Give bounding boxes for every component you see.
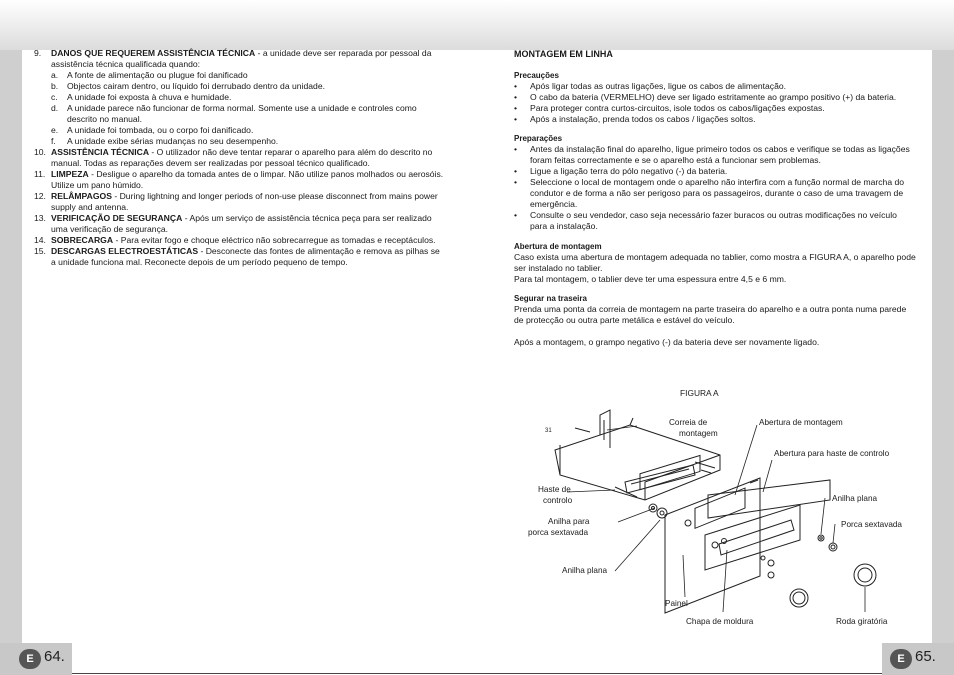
language-badge-left: E bbox=[19, 649, 41, 669]
item-body bbox=[51, 169, 444, 191]
language-badge-right: E bbox=[890, 649, 912, 669]
bullet-text: Consulte o seu vendedor, caso seja necessário fazer buracos ou outras modificações no veículo para a instalação. bbox=[530, 210, 897, 231]
bullet-text: Ligue a ligação terra do pólo negativo (-) da bateria. bbox=[530, 166, 728, 176]
list-item bbox=[34, 235, 444, 246]
label-correia-2: montagem bbox=[679, 429, 718, 438]
section-heading: MONTAGEM EM LINHA bbox=[514, 49, 613, 59]
label-anilha-porca: Anilha para bbox=[548, 517, 590, 526]
bullet-item bbox=[514, 103, 916, 114]
sub-item bbox=[51, 92, 444, 103]
rear-text: Prenda uma ponta da correia de montagem na parte traseira do aparelho e a outra ponta numa parede de protecção ou outra parte metálica e estável do veículo. bbox=[514, 304, 907, 325]
bullet-text: Após ligar todas as outras ligações, ligue os cabos de alimentação. bbox=[530, 81, 787, 91]
label-abertura-haste: Abertura para haste de controlo bbox=[774, 449, 890, 458]
page-number-left: 64. bbox=[44, 648, 65, 665]
installation-section bbox=[514, 49, 916, 348]
opening-text-2: Para tal montagem, o tablier deve ter uma espessura entre 4,5 e 6 mm. bbox=[514, 274, 787, 284]
bullet-text: O cabo da bateria (VERMELHO) deve ser ligado estritamente ao grampo positivo (+) da bateria. bbox=[530, 92, 897, 102]
bullet-text: Após a instalação, prenda todos os cabos / ligações soltos. bbox=[530, 114, 756, 124]
sub-item bbox=[51, 125, 444, 136]
item-text: - Após um serviço de assistência técnica peça para ser realizado uma verificação de segurança. bbox=[51, 213, 432, 234]
label-haste-2: controlo bbox=[543, 496, 573, 505]
item-text: - Para evitar fogo e choque eléctrico não sobrecarregue as tomadas e receptáculos. bbox=[113, 235, 436, 245]
footer-right bbox=[882, 643, 954, 675]
label-painel: Painel bbox=[665, 599, 688, 608]
list-item bbox=[34, 48, 444, 147]
bullet-icon: • bbox=[514, 103, 518, 113]
bullet-icon: • bbox=[514, 177, 518, 187]
list-item bbox=[34, 191, 444, 213]
item-number: 10. bbox=[34, 147, 46, 157]
sub-item-letter: c. bbox=[51, 92, 58, 102]
bullet-icon: • bbox=[514, 144, 518, 154]
item-title: RELÂMPAGOS bbox=[51, 191, 112, 201]
item-body bbox=[51, 147, 444, 169]
label-anilha-plana-left: Anilha plana bbox=[562, 566, 608, 575]
preparations-list bbox=[514, 144, 916, 232]
sub-item-letter: f. bbox=[51, 136, 56, 146]
bullet-item bbox=[514, 92, 916, 103]
safety-list bbox=[34, 48, 444, 268]
item-text: - Desligue o aparelho da tomada antes de o limpar. Não utilize panos molhados ou aerosóis. Utilize um pano húmido. bbox=[51, 169, 444, 190]
bullet-icon: • bbox=[514, 166, 518, 176]
label-roda: Roda giratória bbox=[836, 617, 888, 626]
bullet-icon: • bbox=[514, 210, 518, 220]
item-body bbox=[51, 235, 444, 246]
item-body bbox=[51, 48, 444, 147]
left-sidebar bbox=[0, 50, 22, 643]
bullet-item bbox=[514, 210, 916, 232]
sub-item-text: A unidade foi tombada, ou o corpo foi danificado. bbox=[67, 125, 254, 135]
rear-title: Segurar na traseira bbox=[514, 294, 587, 303]
sub-item-text: A unidade parece não funcionar de forma normal. Somente use a unidade e controles como descrito no manual. bbox=[67, 103, 417, 124]
right-sidebar bbox=[932, 50, 954, 643]
label-anilha-porca-2: porca sextavada bbox=[528, 528, 589, 537]
footer-line bbox=[72, 673, 882, 674]
bullet-item bbox=[514, 166, 916, 177]
item-text: - During lightning and longer periods of non-use please disconnect from mains power supply and antenna. bbox=[51, 191, 438, 212]
item-title: SOBRECARGA bbox=[51, 235, 114, 245]
item-number: 12. bbox=[34, 191, 46, 201]
sub-item-letter: b. bbox=[51, 81, 59, 91]
sub-item bbox=[51, 136, 444, 147]
sub-item-letter: a. bbox=[51, 70, 59, 80]
figure-title: FIGURA A bbox=[680, 388, 719, 398]
bullet-text: Para proteger contra curtos-circuitos, isole todos os cabos/ligações expostas. bbox=[530, 103, 825, 113]
list-item bbox=[34, 147, 444, 169]
list-item bbox=[34, 246, 444, 268]
item-number: 14. bbox=[34, 235, 46, 245]
sub-item-text: A unidade foi exposta à chuva e humidade. bbox=[67, 92, 232, 102]
sub-item-text: Objectos cairam dentro, ou líquido foi derrubado dentro da unidade. bbox=[67, 81, 325, 91]
label-correia: Correia de bbox=[669, 418, 708, 427]
item-number: 9. bbox=[34, 48, 42, 58]
sub-item-text: A fonte de alimentação ou plugue foi danificado bbox=[67, 70, 248, 80]
item-title: DANOS QUE REQUEREM ASSISTÊNCIA TÉCNICA bbox=[51, 48, 256, 58]
opening-title: Abertura de montagem bbox=[514, 242, 602, 251]
item-body bbox=[51, 191, 444, 213]
footer-left bbox=[0, 643, 72, 675]
item-number: 11. bbox=[34, 169, 46, 179]
sub-item bbox=[51, 81, 444, 92]
bullet-icon: • bbox=[514, 81, 518, 91]
bullet-text: Antes da instalação final do aparelho, ligue primeiro todos os cabos e verifique se todas as ligações foram feitas correctamente e se o aparelho está a funcionar sem problemas. bbox=[530, 144, 910, 165]
item-title: DESCARGAS ELECTROESTÁTICAS bbox=[51, 246, 199, 256]
diagram-mark-31: 31 bbox=[545, 428, 552, 434]
bullet-item bbox=[514, 177, 916, 210]
precautions-title: Precauções bbox=[514, 71, 559, 80]
label-porca-sextavada: Porca sextavada bbox=[841, 520, 902, 529]
list-item bbox=[34, 169, 444, 191]
preparations-title: Preparações bbox=[514, 134, 563, 143]
opening-text-1: Caso exista uma abertura de montagem adequada no tablier, como mostra a FIGURA A, o aparelho pode ser instalado no tablier. bbox=[514, 252, 916, 273]
item-number: 15. bbox=[34, 246, 46, 256]
bullet-text: Seleccione o local de montagem onde o aparelho não interfira com a função normal de marcha do condutor e de forma a não ser perigoso para os passageiros, durante o caso de uma travagem de emergência. bbox=[530, 177, 905, 209]
item-text: - a unidade deve ser reparada por pessoal da assistência técnica qualificada quando: bbox=[51, 48, 432, 69]
top-gradient-band bbox=[0, 0, 954, 50]
item-title: LIMPEZA bbox=[51, 169, 89, 179]
label-haste: Haste de bbox=[538, 485, 571, 494]
sub-item-text: A unidade exibe sérias mudanças no seu desempenho. bbox=[67, 136, 279, 146]
bullet-item bbox=[514, 144, 916, 166]
sub-item bbox=[51, 70, 444, 81]
page-number-right: 65. bbox=[915, 648, 936, 665]
precautions-list bbox=[514, 81, 916, 125]
sub-item bbox=[51, 103, 444, 125]
item-title: VERIFICAÇÃO DE SEGURANÇA bbox=[51, 213, 183, 223]
sub-item-letter: e. bbox=[51, 125, 59, 135]
item-text: - O utilizador não deve tentar reparar o aparelho para além do descrito no manual. Todas as reparações devem ser realizadas por pessoal técnico qualificado. bbox=[51, 147, 433, 168]
item-title: ASSISTÊNCIA TÉCNICA bbox=[51, 147, 150, 157]
label-abertura-montagem: Abertura de montagem bbox=[759, 418, 843, 427]
label-chapa: Chapa de moldura bbox=[686, 617, 754, 626]
figure-a bbox=[515, 400, 917, 635]
final-text: Após a montagem, o grampo negativo (-) da bateria deve ser novamente ligado. bbox=[514, 337, 820, 347]
bullet-icon: • bbox=[514, 92, 518, 102]
bullet-icon: • bbox=[514, 114, 518, 124]
item-number: 13. bbox=[34, 213, 46, 223]
item-body bbox=[51, 213, 444, 235]
sub-item-letter: d. bbox=[51, 103, 59, 113]
label-anilha-plana-right: Anilha plana bbox=[832, 494, 878, 503]
list-item bbox=[34, 213, 444, 235]
item-body bbox=[51, 246, 444, 268]
bullet-item bbox=[514, 81, 916, 92]
item-text: - Desconecte das fontes de alimentação e remova as pilhas se a unidade funciona mal. Reconecte depois de um período pequeno de tempo. bbox=[51, 246, 440, 267]
bullet-item bbox=[514, 114, 916, 125]
